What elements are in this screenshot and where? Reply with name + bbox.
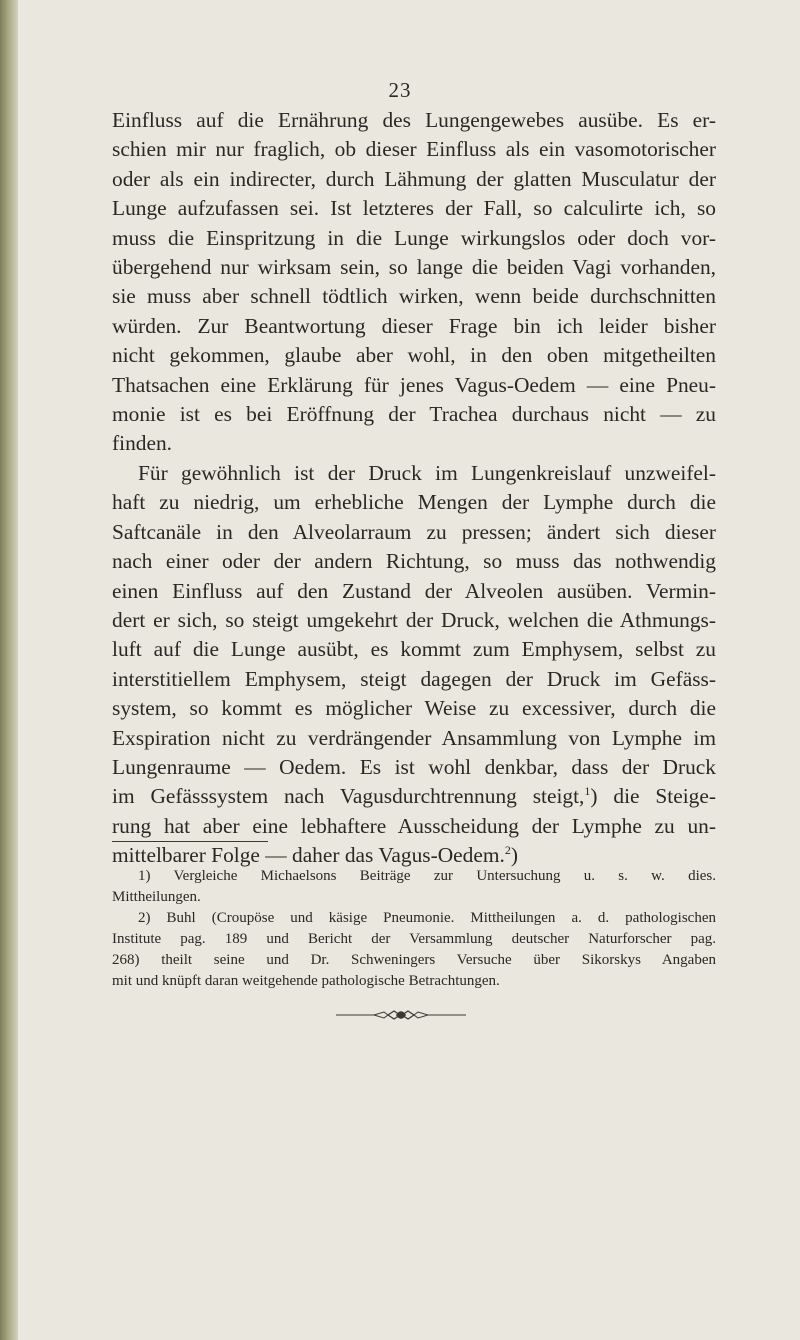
body-line: Lunge aufzufassen sei. Ist letzteres der Fall, so calculirte ich, so <box>112 196 716 221</box>
body-line: rung hat aber eine lebhaftere Ausscheidung der Lymphe zu un- <box>112 813 716 838</box>
body-line: einen Einfluss auf den Zustand der Alveolen ausüben. Vermin- <box>112 578 716 603</box>
body-line-text: mittelbarer Folge — daher das Vagus-Oedem. <box>112 843 505 868</box>
footnote-1-line: 1) Vergleiche Michaelsons Beiträge zur Untersuchung u. s. w. dies. <box>138 868 716 884</box>
footnote-1-line: Mittheilungen. <box>112 889 201 905</box>
body-line: würden. Zur Beantwortung dieser Frage bin ich leider bisher <box>112 313 716 338</box>
footnotes <box>112 866 716 992</box>
body-line: Einfluss auf die Ernährung des Lungengewebes ausübe. Es er- <box>112 108 716 132</box>
body-line: oder als ein indirecter, durch Lähmung der glatten Musculatur der <box>112 166 716 191</box>
body-line-text: im Gefässsystem nach Vagusdurchtrennung steigt, <box>112 784 585 809</box>
body-line: monie ist es bei Eröffnung der Trachea durchaus nicht — zu <box>112 402 716 427</box>
body-line: Lungenraume — Oedem. Es ist wohl denkbar, dass der Druck <box>112 754 716 779</box>
footnote-2-line: 2) Buhl (Croupöse und käsige Pneumonie. Mittheilungen a. d. pathologischen <box>138 910 716 926</box>
body-line: nach einer oder der andern Richtung, so muss das nothwendig <box>112 549 716 574</box>
body-line: sie muss aber schnell tödtlich wirken, wenn beide durchschnitten <box>112 284 716 309</box>
body-line-tail: ) die Steige- <box>590 784 716 809</box>
body-text <box>112 106 716 871</box>
body-line: nicht gekommen, glaube aber wohl, in den oben mitgetheilten <box>112 343 716 368</box>
body-line-with-footnote-1 <box>112 782 716 811</box>
body-line: muss die Einspritzung in die Lunge wirkungslos oder doch vor- <box>112 225 716 250</box>
body-line: Saftcanäle in den Alveolarraum zu pressen; ändert sich dieser <box>112 519 716 544</box>
body-line: interstitiellem Emphysem, steigt dagegen der Druck im Gefäss- <box>112 666 716 691</box>
footnote-marker-1: 1 <box>584 784 591 799</box>
body-line: finden. <box>112 431 172 456</box>
body-line: Für gewöhnlich ist der Druck im Lungenkreislauf unzweifel- <box>138 460 716 485</box>
body-line: übergehend nur wirksam sein, so lange die beiden Vagi vorhanden, <box>112 255 716 280</box>
footnote-2-line: 268) theilt seine und Dr. Schweningers Versuche über Sikorskys Angaben <box>112 952 716 968</box>
body-line: schien mir nur fraglich, ob dieser Einfluss als ein vasomotorischer <box>112 137 716 162</box>
body-line: luft auf die Lunge ausübt, es kommt zum Emphysem, selbst zu <box>112 637 716 662</box>
footnote-marker-2: 2 <box>504 843 511 858</box>
body-line: haft zu niedrig, um erhebliche Mengen der Lymphe durch die <box>112 490 716 515</box>
end-ornament-icon <box>336 1008 466 1022</box>
footnote-2-line: mit und knüpft daran weitgehende pathologische Betrachtungen. <box>112 973 500 989</box>
body-line: system, so kommt es möglicher Weise zu excessiver, durch die <box>112 696 716 721</box>
footnote-separator <box>112 841 268 842</box>
body-line: dert er sich, so steigt umgekehrt der Druck, welchen die Athmungs- <box>112 607 716 632</box>
body-line-tail: ) <box>510 843 518 868</box>
footnote-2-line: Institute pag. 189 und Bericht der Versammlung deutscher Naturforscher pag. <box>112 931 716 947</box>
body-line: Thatsachen eine Erklärung für jenes Vagus-Oedem — eine Pneu- <box>112 372 716 397</box>
page-number: 23 <box>388 78 412 102</box>
body-line: Exspiration nicht zu verdrängender Ansammlung von Lymphe im <box>112 725 716 750</box>
